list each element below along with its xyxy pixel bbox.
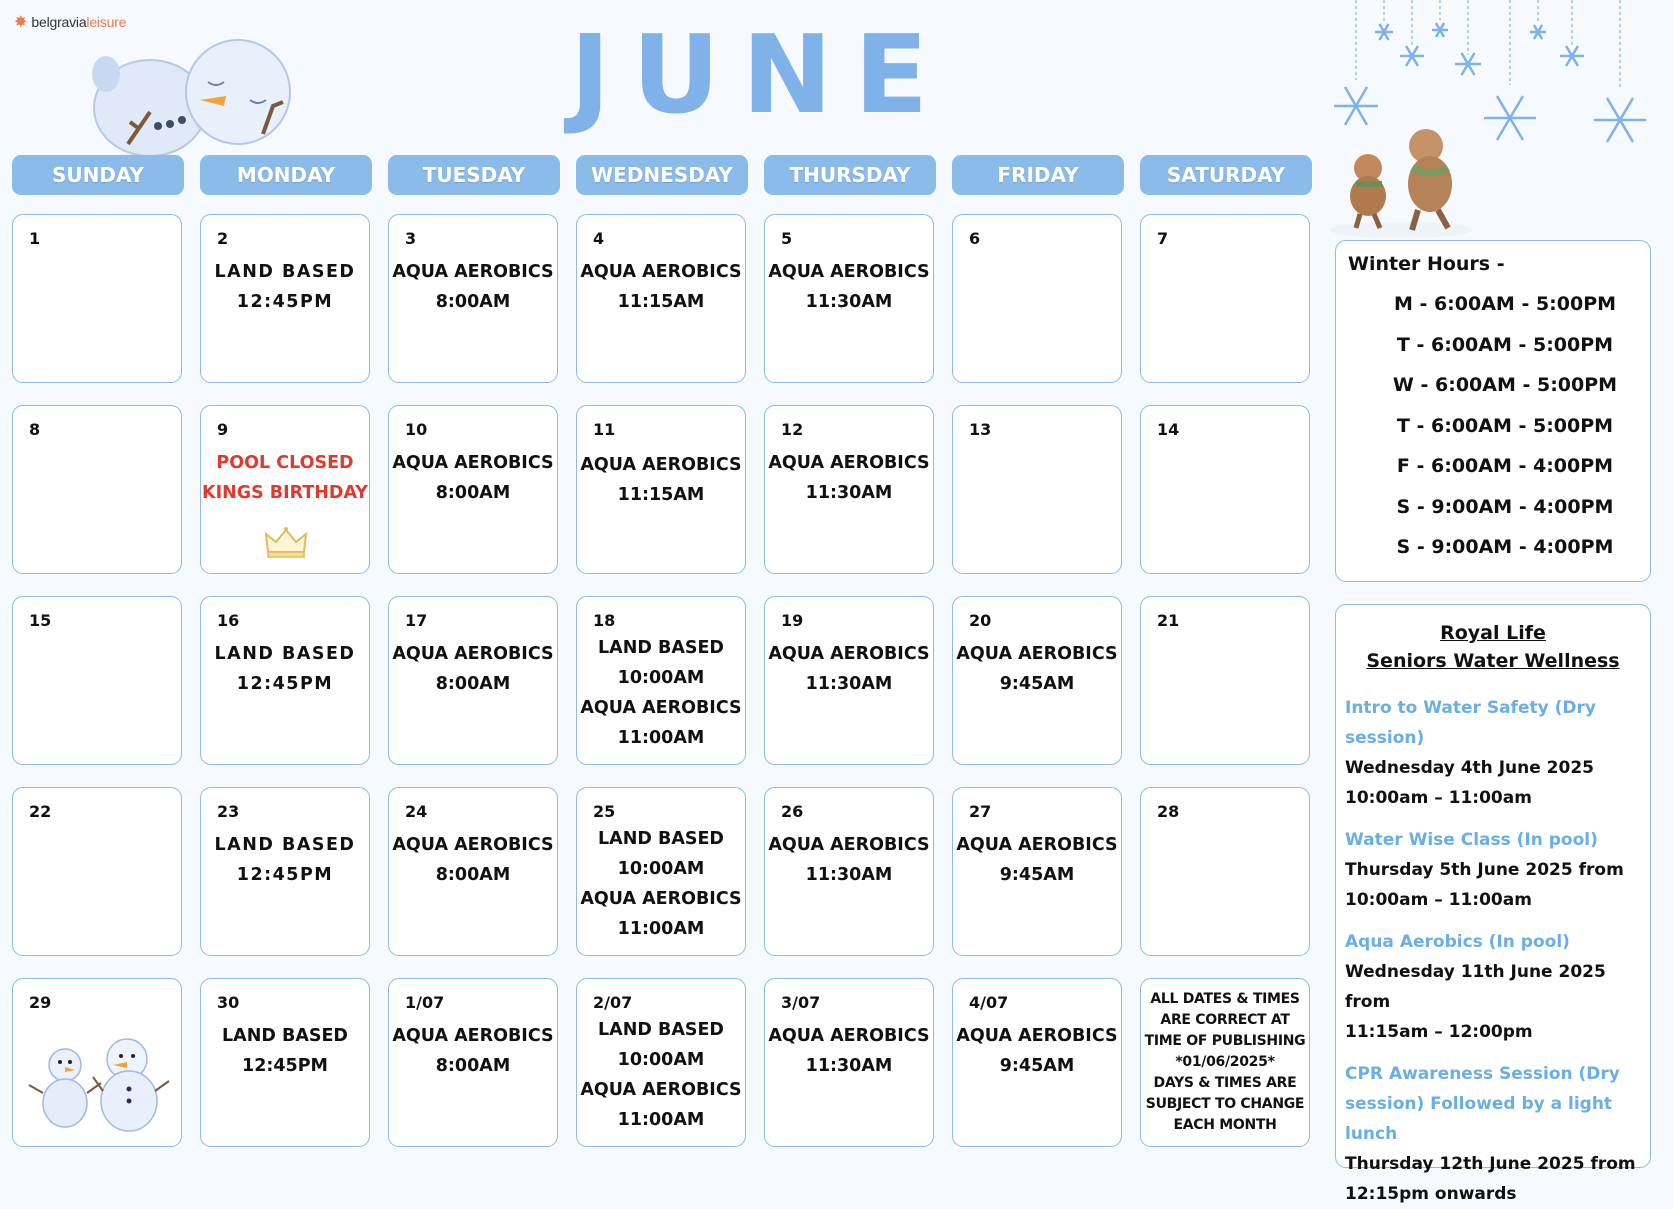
hours-row: S - 9:00AM - 4:00PM xyxy=(1396,536,1614,558)
calendar-day-cell xyxy=(12,214,182,383)
day-number: 24 xyxy=(405,802,428,821)
day-number: 5 xyxy=(781,229,793,248)
disclaimer-line: ALL DATES & TIMES xyxy=(1150,991,1300,1007)
event-time: 10:00AM xyxy=(617,668,705,688)
event-time: 11:30AM xyxy=(805,483,893,503)
snowmen-icon xyxy=(25,1029,175,1139)
day-events xyxy=(201,639,369,699)
day-number: 12 xyxy=(781,420,804,439)
month-title: JUNE xyxy=(569,13,951,138)
session-item xyxy=(1345,693,1642,813)
session-item xyxy=(1345,1059,1642,1209)
calendar-day-cell xyxy=(576,596,746,765)
event-name: LAND BASED xyxy=(598,1020,724,1040)
day-number: 19 xyxy=(781,611,804,630)
event-name: AQUA AEROBICS xyxy=(392,835,554,855)
day-number: 11 xyxy=(593,420,616,439)
event-name: AQUA AEROBICS xyxy=(392,1026,554,1046)
session-item xyxy=(1345,825,1642,915)
brand-name xyxy=(31,14,126,30)
disclaimer-line: ARE CORRECT AT xyxy=(1160,1012,1290,1028)
calendar-day-cell xyxy=(12,596,182,765)
event-name: LAND BASED xyxy=(222,1026,348,1046)
calendar-day-cell xyxy=(1140,787,1310,956)
day-number: 4 xyxy=(593,229,605,248)
calendar-day-cell xyxy=(1140,214,1310,383)
event-time: 11:15AM xyxy=(617,485,705,505)
disclaimer-line: DAYS & TIMES ARE xyxy=(1153,1075,1297,1091)
disclaimer-line: EACH MONTH xyxy=(1173,1117,1277,1133)
brand-name-part1: belgravia xyxy=(31,14,87,30)
day-number: 17 xyxy=(405,611,428,630)
day-number: 27 xyxy=(969,802,992,821)
day-events xyxy=(765,448,933,508)
day-header-thursday: THURSDAY xyxy=(764,155,936,195)
disclaimer-line: *01/06/2025* xyxy=(1175,1054,1275,1070)
day-events xyxy=(389,448,557,508)
day-header-tuesday: TUESDAY xyxy=(388,155,560,195)
day-header-sunday: SUNDAY xyxy=(12,155,184,195)
day-number: 25 xyxy=(593,802,616,821)
event-name: AQUA AEROBICS xyxy=(768,1026,930,1046)
day-number: 3 xyxy=(405,229,417,248)
calendar-day-cell xyxy=(200,787,370,956)
crown-icon xyxy=(264,526,308,560)
event-time: 9:45AM xyxy=(999,674,1075,694)
day-number: 6 xyxy=(969,229,981,248)
calendar-day-cell xyxy=(952,596,1122,765)
calendar-day-cell xyxy=(388,405,558,574)
day-number: 16 xyxy=(217,611,240,630)
session-time: 10:00am – 11:00am xyxy=(1345,788,1532,808)
day-events xyxy=(389,1021,557,1081)
calendar-day-cell xyxy=(388,214,558,383)
day-number: 1/07 xyxy=(405,993,445,1012)
skating-bears-icon xyxy=(1326,122,1476,240)
event-name: AQUA AEROBICS xyxy=(392,644,554,664)
calendar-day-cell xyxy=(12,787,182,956)
day-events xyxy=(953,1021,1121,1081)
event-time: 8:00AM xyxy=(435,865,511,885)
day-header-friday: FRIDAY xyxy=(952,155,1124,195)
holiday-name: KINGS BIRTHDAY xyxy=(202,483,368,503)
session-time: 11:15am – 12:00pm xyxy=(1345,1022,1533,1042)
day-number: 29 xyxy=(29,993,52,1012)
calendar-day-cell xyxy=(952,214,1122,383)
session-date: Thursday 12th June 2025 from xyxy=(1345,1154,1636,1174)
calendar-day-cell xyxy=(952,787,1122,956)
event-name: AQUA AEROBICS xyxy=(580,262,742,282)
day-number: 10 xyxy=(405,420,428,439)
calendar-day-cell xyxy=(388,787,558,956)
calendar-day-cell xyxy=(388,978,558,1147)
sleeping-snowman-icon xyxy=(88,34,303,159)
disclaimer-line: TIME OF PUBLISHING xyxy=(1144,1033,1306,1049)
session-date: Thursday 5th June 2025 from xyxy=(1345,860,1624,880)
day-events xyxy=(389,830,557,890)
event-name: AQUA AEROBICS xyxy=(956,1026,1118,1046)
day-number: 4/07 xyxy=(969,993,1009,1012)
event-time: 12:45PM xyxy=(236,865,334,885)
session-name: Aqua Aerobics (In pool) xyxy=(1345,932,1570,952)
event-time: 11:30AM xyxy=(805,865,893,885)
event-time: 8:00AM xyxy=(435,1056,511,1076)
event-time: 9:45AM xyxy=(999,865,1075,885)
event-name: AQUA AEROBICS xyxy=(956,835,1118,855)
calendar-day-cell xyxy=(200,405,370,574)
royal-life-panel xyxy=(1335,604,1651,1204)
event-time: 11:30AM xyxy=(805,292,893,312)
royal-life-title-line1: Royal Life xyxy=(1440,622,1546,644)
day-number: 2 xyxy=(217,229,229,248)
winter-hours-panel xyxy=(1335,240,1651,582)
event-time: 10:00AM xyxy=(617,1050,705,1070)
event-time: 8:00AM xyxy=(435,292,511,312)
session-name: Water Wise Class (In pool) xyxy=(1345,830,1598,850)
day-events xyxy=(765,830,933,890)
hours-row: F - 6:00AM - 4:00PM xyxy=(1396,455,1614,477)
session-name: session) xyxy=(1345,728,1425,748)
disclaimer-cell xyxy=(1140,978,1310,1147)
hours-row: M - 6:00AM - 5:00PM xyxy=(1393,293,1617,315)
day-events xyxy=(953,639,1121,699)
winter-hours-title: Winter Hours - xyxy=(1348,253,1505,275)
event-time: 10:00AM xyxy=(617,859,705,879)
calendar-day-cell xyxy=(576,978,746,1147)
disclaimer-note xyxy=(1141,989,1309,1136)
event-time: 11:00AM xyxy=(617,728,705,748)
calendar-day-cell xyxy=(764,596,934,765)
day-number: 8 xyxy=(29,420,41,439)
winter-hours-list xyxy=(1336,293,1650,577)
event-name: AQUA AEROBICS xyxy=(768,644,930,664)
day-number: 20 xyxy=(969,611,992,630)
day-number: 3/07 xyxy=(781,993,821,1012)
day-events xyxy=(577,1015,745,1135)
event-name: LAND BASED xyxy=(214,262,356,282)
day-number: 1 xyxy=(29,229,41,248)
calendar-day-cell xyxy=(1140,405,1310,574)
star-logo-icon: ✸ xyxy=(14,12,28,31)
event-name: LAND BASED xyxy=(598,638,724,658)
event-time: 8:00AM xyxy=(435,674,511,694)
session-name: CPR Awareness Session (Dry xyxy=(1345,1064,1620,1084)
event-name: AQUA AEROBICS xyxy=(580,698,742,718)
calendar-day-cell xyxy=(200,978,370,1147)
day-events xyxy=(389,257,557,317)
day-number: 15 xyxy=(29,611,52,630)
session-name: session) Followed by a light lunch xyxy=(1345,1094,1613,1144)
hours-row: T - 6:00AM - 5:00PM xyxy=(1396,333,1614,356)
event-name: AQUA AEROBICS xyxy=(580,455,742,475)
day-events xyxy=(201,448,369,508)
day-number: 2/07 xyxy=(593,993,633,1012)
event-time: 8:00AM xyxy=(435,483,511,503)
calendar-day-cell xyxy=(1140,596,1310,765)
day-number: 26 xyxy=(781,802,804,821)
event-name: LAND BASED xyxy=(214,835,356,855)
day-number: 7 xyxy=(1157,229,1169,248)
event-name: AQUA AEROBICS xyxy=(956,644,1118,664)
day-events xyxy=(765,257,933,317)
event-name: AQUA AEROBICS xyxy=(392,262,554,282)
day-number: 18 xyxy=(593,611,616,630)
session-name: Intro to Water Safety (Dry xyxy=(1345,698,1596,718)
calendar-day-cell xyxy=(952,405,1122,574)
calendar-day-cell xyxy=(764,214,934,383)
day-events xyxy=(389,639,557,699)
day-number: 30 xyxy=(217,993,240,1012)
day-events xyxy=(201,257,369,317)
day-number: 21 xyxy=(1157,611,1180,630)
calendar-day-cell xyxy=(12,405,182,574)
session-time: 10:00am – 11:00am xyxy=(1345,890,1532,910)
event-name: AQUA AEROBICS xyxy=(580,889,742,909)
day-events xyxy=(577,633,745,753)
day-number: 9 xyxy=(217,420,229,439)
day-number: 28 xyxy=(1157,802,1180,821)
day-number: 23 xyxy=(217,802,240,821)
event-name: LAND BASED xyxy=(598,829,724,849)
event-name: AQUA AEROBICS xyxy=(768,835,930,855)
calendar-day-cell xyxy=(764,405,934,574)
brand-logo xyxy=(14,14,126,30)
calendar-day-cell xyxy=(764,978,934,1147)
calendar-day-cell xyxy=(764,787,934,956)
event-name: AQUA AEROBICS xyxy=(768,453,930,473)
day-events xyxy=(201,1021,369,1081)
event-time: 11:15AM xyxy=(617,292,705,312)
day-header-wednesday: WEDNESDAY xyxy=(576,155,748,195)
hours-row: T - 6:00AM - 5:00PM xyxy=(1396,414,1614,437)
session-date: Wednesday 4th June 2025 xyxy=(1345,758,1594,778)
day-number: 14 xyxy=(1157,420,1180,439)
day-events xyxy=(953,830,1121,890)
royal-life-sessions xyxy=(1345,693,1642,1209)
royal-life-title xyxy=(1336,619,1650,675)
event-time: 11:30AM xyxy=(805,1056,893,1076)
day-header-saturday: SATURDAY xyxy=(1140,155,1312,195)
day-number: 22 xyxy=(29,802,52,821)
event-time: 12:45PM xyxy=(242,1056,328,1076)
calendar-day-cell xyxy=(12,978,182,1147)
session-date: Wednesday 11th June 2025 from xyxy=(1345,962,1606,1012)
day-header-monday: MONDAY xyxy=(200,155,372,195)
event-time: 12:45PM xyxy=(236,674,334,694)
calendar-day-cell xyxy=(576,787,746,956)
event-name: AQUA AEROBICS xyxy=(580,1080,742,1100)
calendar-day-cell xyxy=(952,978,1122,1147)
day-events xyxy=(577,450,745,510)
event-name: LAND BASED xyxy=(214,644,356,664)
session-time: 12:15pm onwards xyxy=(1345,1184,1517,1204)
disclaimer-line: SUBJECT TO CHANGE xyxy=(1145,1096,1305,1112)
day-events xyxy=(765,639,933,699)
calendar-day-cell xyxy=(576,214,746,383)
event-time: 12:45PM xyxy=(236,292,334,312)
event-name: AQUA AEROBICS xyxy=(392,453,554,473)
event-time: 9:45AM xyxy=(999,1056,1075,1076)
hours-row: S - 9:00AM - 4:00PM xyxy=(1396,495,1614,518)
calendar-day-cell xyxy=(576,405,746,574)
hours-row: W - 6:00AM - 5:00PM xyxy=(1392,374,1618,396)
day-events xyxy=(577,824,745,944)
day-number: 13 xyxy=(969,420,992,439)
closure-notice: POOL CLOSED xyxy=(216,453,354,473)
calendar-day-cell xyxy=(200,596,370,765)
day-events xyxy=(577,257,745,317)
day-events xyxy=(765,1021,933,1081)
event-time: 11:00AM xyxy=(617,1110,705,1130)
calendar-day-cell xyxy=(388,596,558,765)
event-time: 11:30AM xyxy=(805,674,893,694)
brand-name-part2: leisure xyxy=(86,14,127,30)
day-events xyxy=(201,830,369,890)
calendar-day-cell xyxy=(200,214,370,383)
session-item xyxy=(1345,927,1642,1047)
event-name: AQUA AEROBICS xyxy=(768,262,930,282)
event-time: 11:00AM xyxy=(617,919,705,939)
royal-life-title-line2: Seniors Water Wellness xyxy=(1366,650,1620,672)
